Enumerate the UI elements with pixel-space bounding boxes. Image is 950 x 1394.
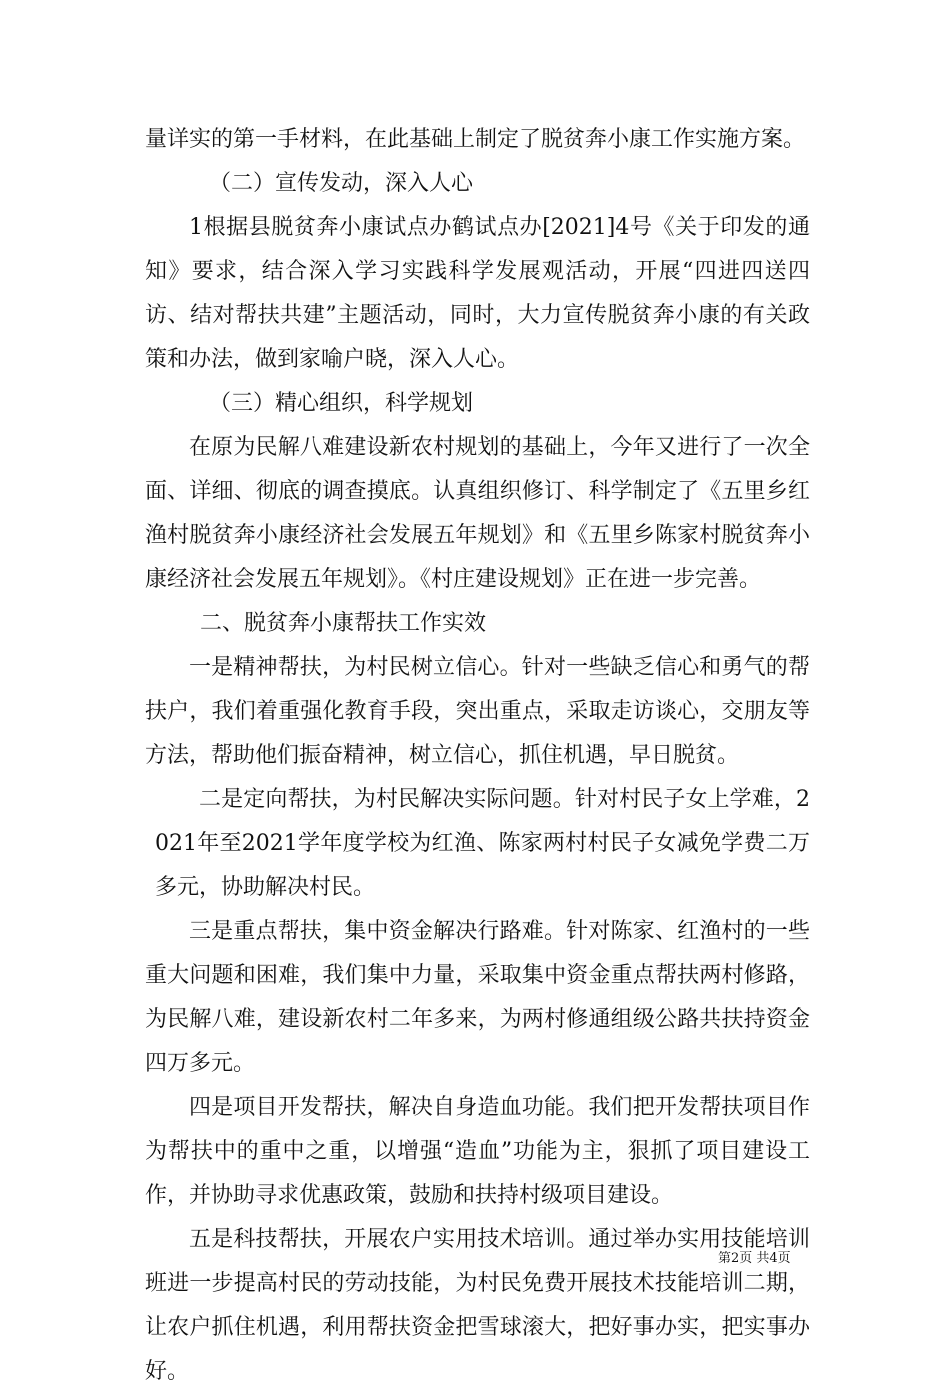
paragraph-spiritual-aid: 一是精神帮扶，为村民树立信心。针对一些缺乏信心和勇气的帮扶户，我们着重强化教育手段，突出重点，采取走访谈心，交朋友等方法，帮助他们振奋精神，树立信心，抓住机遇，早日脱贫。 [145,655,810,768]
paragraph-publicity: 1根据县脱贫奔小康试点办鹤试点办[2021]4号《关于印发的通知》要求，结合深入学习实践科学发展观活动，开展“四进四送四访、结对帮扶共建”主题活动，同时，大力宣传脱贫奔小康的有关政策和办法，做到家喻户晓，深入人心。 [145,215,810,372]
paragraph-targeted-aid: 二是定向帮扶，为村民解决实际问题。针对村民子女上学难，2021年至2021学年度学校为红渔、陈家两村村民子女减免学费二万多元，协助解决村民。 [155,787,810,900]
paragraph-project-aid: 四是项目开发帮扶，解决自身造血功能。我们把开发帮扶项目作为帮扶中的重中之重，以增强“造血”功能为主，狠抓了项目建设工作，并协助寻求优惠政策，鼓励和扶持村级项目建设。 [145,1095,810,1208]
subheading-publicity: （二）宣传发动，深入人心 [209,171,474,196]
section-heading-results: 二、脱贫奔小康帮扶工作实效 [200,611,487,636]
subheading-planning: （三）精心组织，科学规划 [209,391,474,416]
document-body [145,118,810,1394]
page-number: 第2页 共4页 [718,1251,791,1266]
paragraph-planning: 在原为民解八难建设新农村规划的基础上，今年又进行了一次全面、详细、彻底的调查摸底。认真组织修订、科学制定了《五里乡红渔村脱贫奔小康经济社会发展五年规划》和《五里乡陈家村脱贫奔小康经济社会发展五年规划》。《村庄建设规划》正在进一步完善。 [145,435,810,592]
paragraph-continued: 量详实的第一手材料，在此基础上制定了脱贫奔小康工作实施方案。 [145,127,806,152]
paragraph-tech-aid: 五是科技帮扶，开展农户实用技术培训。通过举办实用技能培训班进一步提高村民的劳动技能，为村民免费开展技术技能培训二期，让农户抓住机遇，利用帮扶资金把雪球滚大，把好事办实，把实事办好。 [145,1227,810,1384]
paragraph-key-aid: 三是重点帮扶，集中资金解决行路难。针对陈家、红渔村的一些重大问题和困难，我们集中力量，采取集中资金重点帮扶两村修路，为民解八难，建设新农村二年多来，为两村修通组级公路共扶持资金四万多元。 [145,919,810,1076]
